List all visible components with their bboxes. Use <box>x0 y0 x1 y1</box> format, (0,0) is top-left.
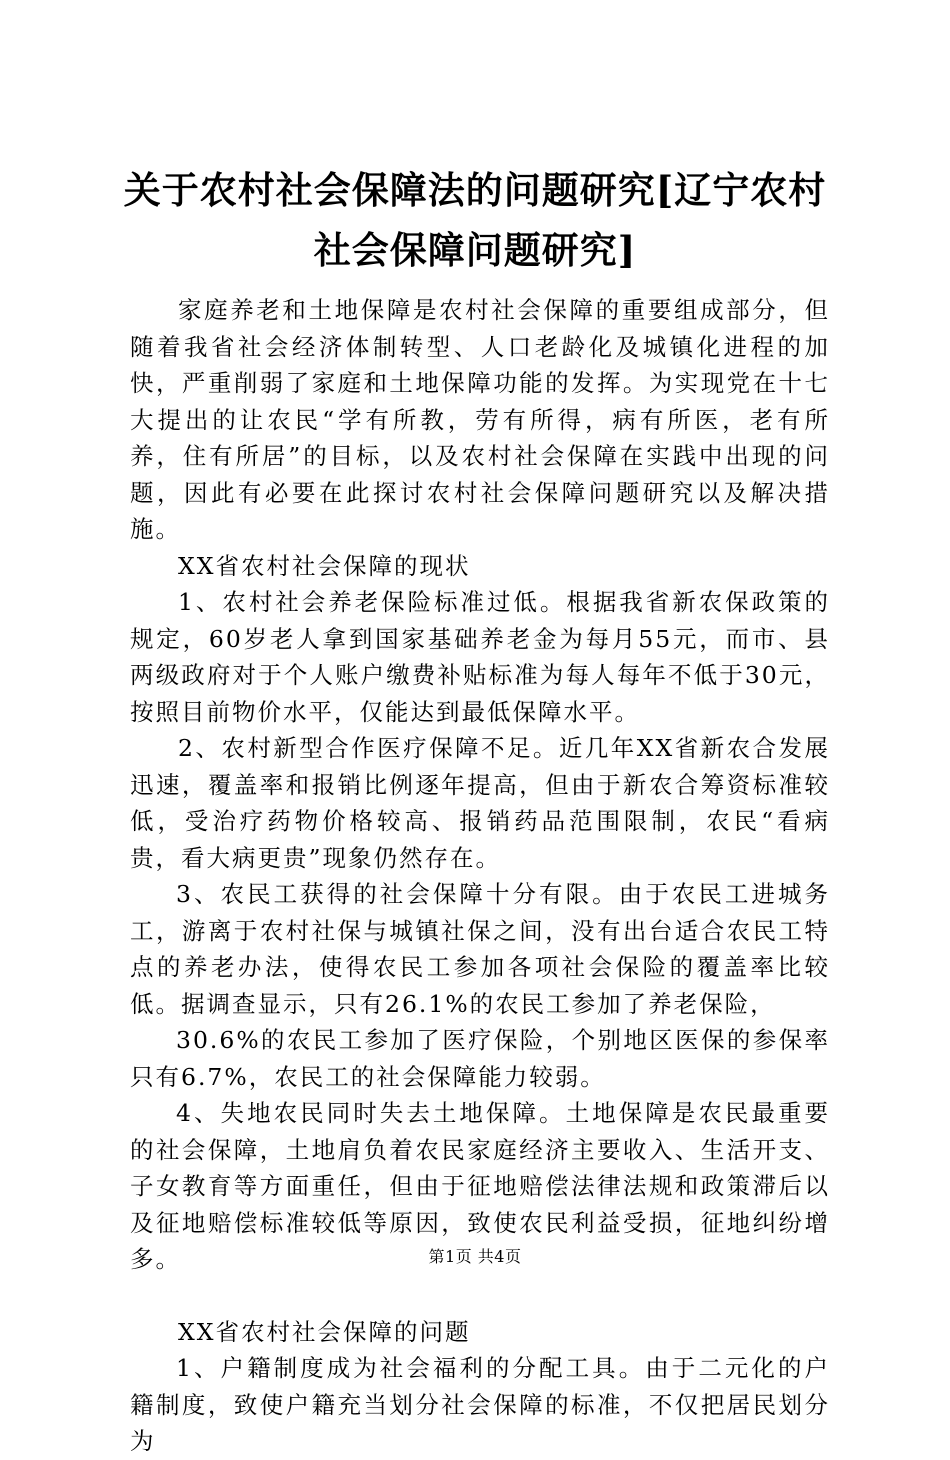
section-heading-status: XX省农村社会保障的现状 <box>178 551 471 580</box>
document-title: 关于农村社会保障法的问题研究[辽宁农村社会保障问题研究] <box>123 168 827 272</box>
paragraph-spacer <box>130 1278 830 1314</box>
paragraph-medical: 2、农村新型合作医疗保障不足。近几年XX省新农合发展迅速，覆盖率和报销比例逐年提高，但由于新农合筹资标准较低，受治疗药物价格较高、报销药品范围限制，农民“看病贵，看大病更贵”现象仍然存在。 <box>130 734 830 872</box>
paragraph-intro: 家庭养老和土地保障是农村社会保障的重要组成部分，但随着我省社会经济体制转型、人口老龄化及城镇化进程的加快，严重削弱了家庭和土地保障功能的发挥。为实现党在十七大提出的让农民“学有所教，劳有所得，病有所医，老有所养，住有所居”的目标，以及农村社会保障在实践中出现的问题，因此有必要在此探讨农村社会保障问题研究以及解决措施。 <box>130 296 830 543</box>
paragraph-migrant-workers: 3、农民工获得的社会保障十分有限。由于农民工进城务工，游离于农村社保与城镇社保之间，没有出台适合农民工特点的养老办法，使得农民工参加各项社会保险的覆盖率比较低。据调查显示，只有26.1%的农民工参加了养老保险， <box>130 880 830 1018</box>
paragraph-pension: 1、农村社会养老保险标准过低。根据我省新农保政策的规定，60岁老人拿到国家基础养老金为每月55元，而市、县两级政府对于个人账户缴费补贴标准为每人每年不低于30元，按照目前物价水平，仅能达到最低保障水平。 <box>130 588 830 726</box>
section-heading-problems: XX省农村社会保障的问题 <box>178 1317 471 1346</box>
paragraph-landless-farmers: 4、失地农民同时失去土地保障。土地保障是农民最重要的社会保障，土地肩负着农民家庭经济主要收入、生活开支、子女教育等方面重任，但由于征地赔偿法律法规和政策滞后以及征地赔偿标准较低等原因，致使农民利益受损，征地纠纷增多。 <box>130 1099 830 1273</box>
paragraph-migrant-workers-continued: 30.6%的农民工参加了医疗保险，个别地区医保的参保率只有6.7%，农民工的社会保障能力较弱。 <box>130 1026 830 1091</box>
page-footer: 第1页 共4页 <box>428 1247 522 1266</box>
paragraph-household-registration: 1、户籍制度成为社会福利的分配工具。由于二元化的户籍制度，致使户籍充当划分社会保障的标准，不仅把居民划分为 <box>130 1354 830 1455</box>
document-body <box>130 292 830 1460</box>
